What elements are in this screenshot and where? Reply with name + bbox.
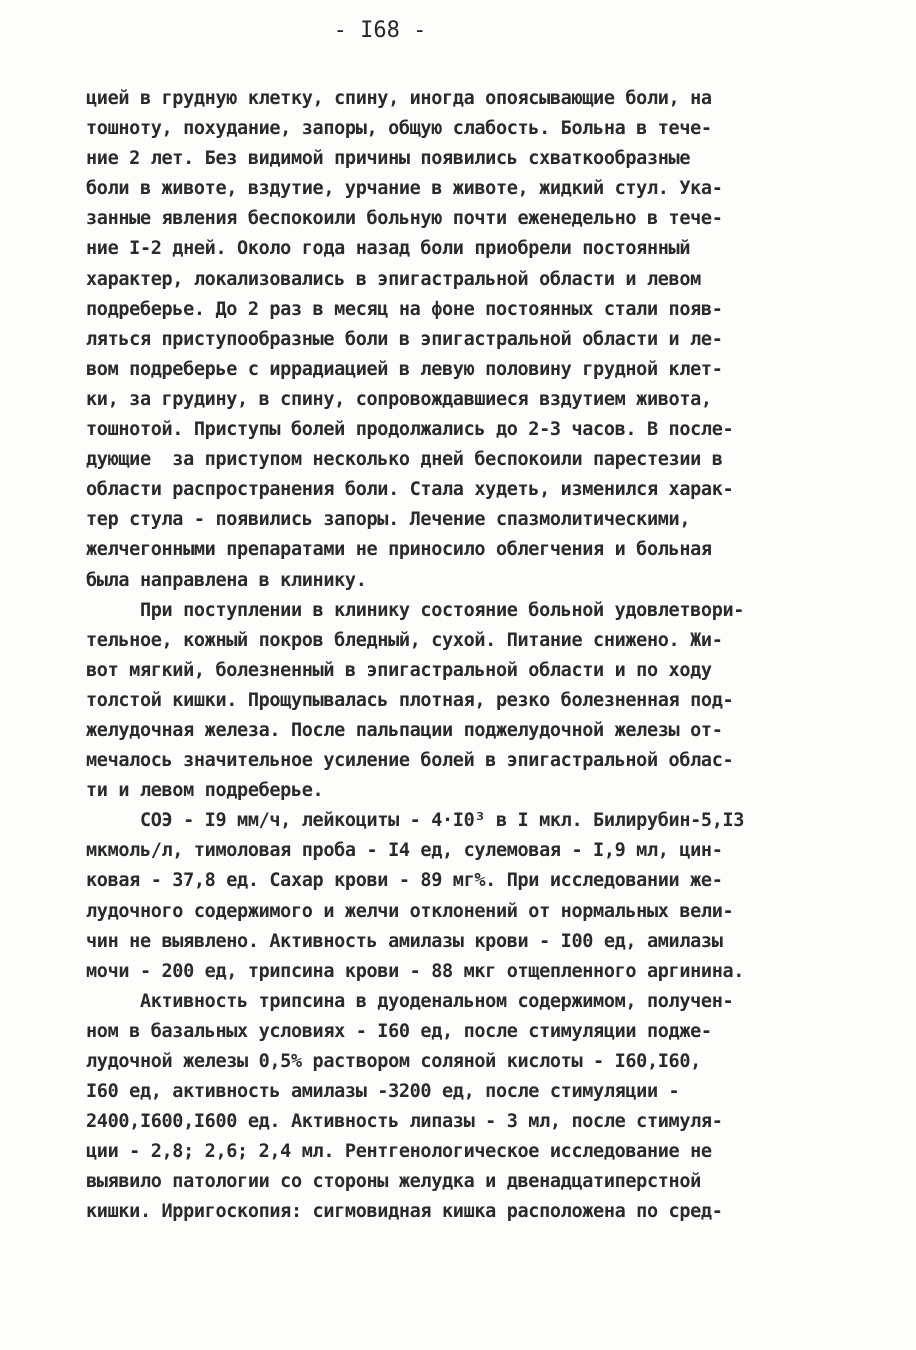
- text-line: мечалось значительное усиление болей в эпигастральной облас-: [86, 750, 734, 772]
- text-line: вот мягкий, болезненный в эпигастральной области и по ходу: [86, 659, 712, 681]
- text-line: вом подреберье с иррадиацией в левую половину грудной клет-: [86, 358, 723, 380]
- text-line: дующие за приступом несколько дней беспокоили парестезии в: [86, 449, 723, 471]
- text-line: ние 2 лет. Без видимой причины появились схваткообразные: [86, 148, 691, 170]
- text-line: подреберье. До 2 раз в месяц на фоне постоянных стали появ-: [86, 298, 723, 320]
- text-line: ти и левом подреберье.: [86, 780, 324, 802]
- text-line: толстой кишки. Прощупывалась плотная, резко болезненная под-: [86, 689, 734, 711]
- text-line: При поступлении в клинику состояние больной удовлетвори-: [86, 599, 745, 621]
- text-line: желудочная железа. После пальпации поджелудочной железы от-: [86, 719, 723, 741]
- text-line: чин не выявлено. Активность амилазы крови - I00 ед, амилазы: [86, 930, 723, 952]
- text-line: ковая - 37,8 ед. Сахар крови - 89 мг%. При исследовании же-: [86, 870, 723, 892]
- text-line: занные явления беспокоили больную почти еженедельно в тече-: [86, 208, 723, 230]
- text-line: выявило патологии со стороны желудка и двенадцатиперстной: [86, 1171, 701, 1193]
- text-line: ние I-2 дней. Около года назад боли приобрели постоянный: [86, 238, 691, 260]
- text-line: тельное, кожный покров бледный, сухой. Питание снижено. Жи-: [86, 629, 723, 651]
- text-line: ном в базальных условиях - I60 ед, после стимуляции подже-: [86, 1020, 712, 1042]
- text-line: кишки. Ирригоскопия: сигмовидная кишка расположена по сред-: [86, 1201, 723, 1223]
- text-line: ляться приступообразные боли в эпигастральной области и ле-: [86, 328, 723, 350]
- text-line: мкмоль/л, тимоловая проба - I4 ед, сулемовая - I,9 мл, цин-: [86, 840, 723, 862]
- text-line: Активность трипсина в дуоденальном содержимом, получен-: [86, 990, 734, 1012]
- text-line: лудочного содержимого и желчи отклонений от нормальных вели-: [86, 900, 734, 922]
- text-line: ки, за грудину, в спину, сопровождавшиеся вздутием живота,: [86, 388, 712, 410]
- text-line: ции - 2,8; 2,6; 2,4 мл. Рентгенологическое исследование не: [86, 1141, 712, 1163]
- body-text: [86, 84, 846, 1228]
- text-line: СОЭ - I9 мм/ч, лейкоциты - 4·I0³ в I мкл. Билирубин-5,I3: [86, 810, 745, 832]
- text-line: I60 ед, активность амилазы -3200 ед, после стимуляции -: [86, 1081, 680, 1103]
- text-line: цией в грудную клетку, спину, иногда опоясывающие боли, на: [86, 88, 712, 109]
- text-line: тошнотой. Приступы болей продолжались до 2-3 часов. В после-: [86, 419, 734, 441]
- text-line: мочи - 200 ед, трипсина крови - 88 мкг отщепленного аргинина.: [86, 960, 745, 982]
- text-line: тер стула - появились запоры. Лечение спазмолитическими,: [86, 509, 691, 531]
- text-line: 2400,I600,I600 ед. Активность липазы - 3 мл, после стимуля-: [86, 1111, 723, 1133]
- text-line: лудочной железы 0,5% раствором соляной кислоты - I60,I60,: [86, 1051, 701, 1072]
- text-line: тошноту, похудание, запоры, общую слабость. Больна в тече-: [86, 118, 712, 140]
- text-line: была направлена в клинику.: [86, 569, 367, 591]
- page-number: - I68 -: [333, 18, 427, 43]
- text-line: области распространения боли. Стала худеть, изменился харак-: [86, 479, 734, 501]
- text-line: желчегонными препаратами не приносило облегчения и больная: [86, 539, 712, 561]
- text-line: боли в животе, вздутие, урчание в животе, жидкий стул. Ука-: [86, 178, 723, 200]
- text-line: характер, локализовались в эпигастральной области и левом: [86, 268, 701, 290]
